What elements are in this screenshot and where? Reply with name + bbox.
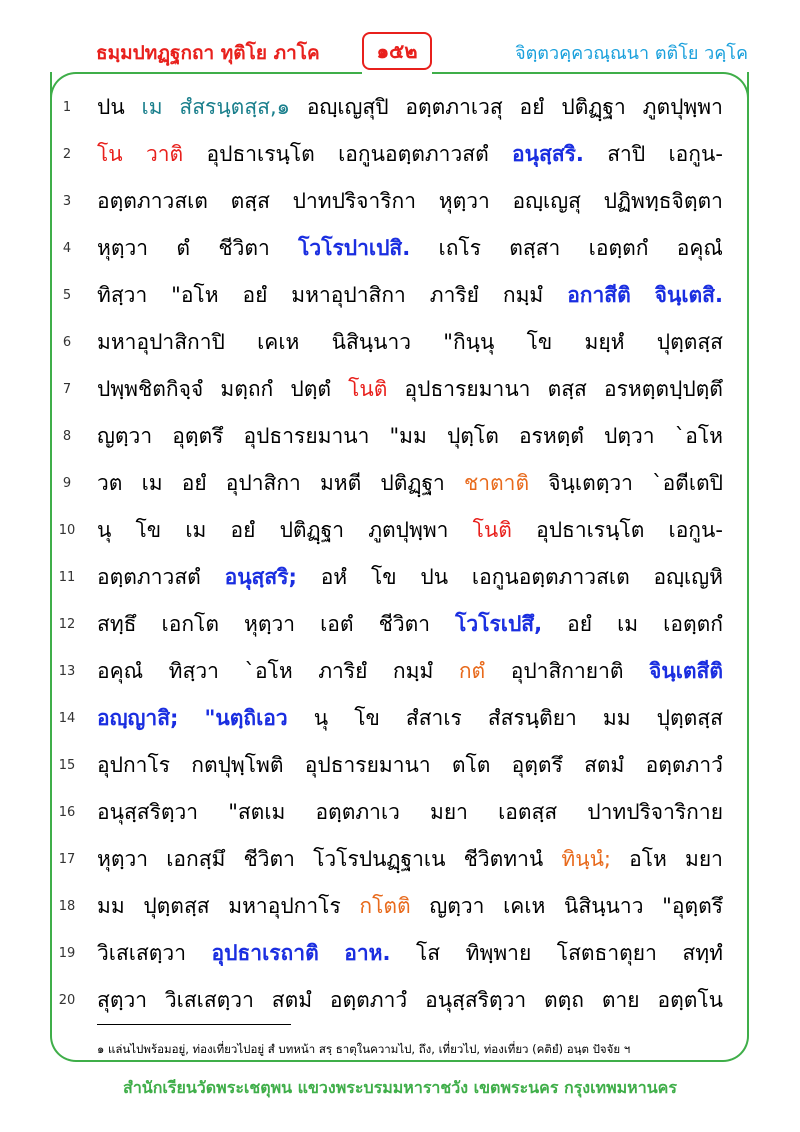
footnote: ๑ แล่นไปพร้อมอยู่, ท่องเที่ยวไปอยู่ สํ บทหน้า สรฺ ธาตุในความไป, ถึง, เที่ยวไป, ท่องเที่ยว (คติยํ) อนฺต ปัจจัย ฯ: [97, 1042, 631, 1056]
word: อนุสฺสริ.: [512, 142, 584, 166]
word: ปฏิพทฺธจิตฺตา: [603, 189, 723, 213]
word: จินฺเตสีติ: [649, 659, 723, 683]
line-text: [97, 514, 723, 547]
word: เอตฺตกํ: [663, 612, 723, 636]
word: อตฺตภาวสตํ: [97, 565, 201, 589]
word: เม: [617, 612, 639, 636]
word: "กินฺนุ: [443, 330, 495, 354]
word: ภูตปุพฺพา: [368, 518, 449, 542]
word: ปตฺตํ: [290, 377, 332, 401]
line-number: 6: [62, 335, 72, 350]
text-line: [0, 224, 800, 271]
word: `อโห: [674, 424, 723, 448]
word: มหาอุปาสิกาปิ: [97, 330, 225, 354]
word: อุปาสิกายาติ: [510, 659, 624, 683]
word: วาติ: [145, 142, 184, 166]
text-line: [0, 412, 800, 459]
word: ภูตปุพฺพา: [642, 95, 723, 119]
line-number: 13: [58, 664, 76, 679]
text-line: [0, 741, 800, 788]
word: อยํ: [242, 283, 268, 307]
word: กโตติ: [359, 894, 411, 918]
word: สตมํ: [271, 988, 313, 1012]
word: อโห: [629, 847, 667, 871]
word: อรหตฺตํ: [518, 424, 584, 448]
word: อาห.: [344, 941, 391, 965]
word: อหํ: [320, 565, 348, 589]
line-text: [97, 890, 723, 923]
line-text: [97, 937, 723, 970]
word: เม: [141, 471, 163, 495]
text-line: [0, 130, 800, 177]
word: โน: [97, 142, 123, 166]
page-number: ๑๕๒: [376, 39, 418, 63]
word: ชีวิตา: [243, 847, 295, 871]
line-number: 9: [62, 476, 72, 491]
word: ปาทปริจาริกาย: [587, 800, 723, 824]
word: หุตฺวา: [97, 236, 149, 260]
line-number: 5: [62, 288, 72, 303]
text-line: [0, 929, 800, 976]
word: อนุสฺสริตฺวา: [425, 988, 527, 1012]
line-text: [97, 843, 723, 876]
line-number: 3: [62, 194, 72, 209]
word: เม: [141, 95, 163, 119]
word: หุตฺวา: [244, 612, 296, 636]
line-text: [97, 185, 723, 218]
word: อุปธารยมานา: [404, 377, 531, 401]
word: อุปธารยมานา: [304, 753, 431, 777]
word: โข: [370, 565, 397, 589]
line-text: [97, 796, 723, 829]
word: สุตฺวา: [97, 988, 148, 1012]
line-text: [97, 984, 723, 1017]
word: ปุตฺตสฺส: [143, 894, 210, 918]
word: "มม: [389, 424, 427, 448]
word: "อโห: [171, 283, 219, 307]
word: "สตเม: [228, 800, 286, 824]
word: โข: [135, 518, 162, 542]
word: ทินฺนํ;: [561, 847, 612, 871]
word: ทิสฺวา: [168, 659, 219, 683]
text-line: [0, 318, 800, 365]
text-line: [0, 83, 800, 130]
line-text: [97, 373, 723, 406]
text-line: [0, 177, 800, 224]
word: ปุตฺตสฺส: [656, 706, 723, 730]
word: มม: [602, 706, 631, 730]
word: เอกโต: [161, 612, 219, 636]
word: อุปธาเรนฺโต: [206, 142, 315, 166]
text-line: [0, 694, 800, 741]
word: อนุสฺสริ;: [224, 565, 297, 589]
footer: สำนักเรียนวัดพระเชตุพน แขวงพระบรมมหาราชวัง เขตพระนคร กรุงเทพมหานคร: [123, 1078, 677, 1097]
word: อญฺเญสุปิ: [306, 95, 389, 119]
line-number: 19: [58, 946, 76, 961]
line-text: [97, 608, 723, 641]
word: นิสินฺนาว: [331, 330, 412, 354]
word: กตํ: [458, 659, 486, 683]
line-number: 20: [58, 993, 76, 1008]
word: ตสฺส: [230, 189, 270, 213]
word: เอตฺตกํ: [588, 236, 649, 260]
word: ภาริยํ: [429, 283, 479, 307]
text-line: [0, 271, 800, 318]
text-line: [0, 647, 800, 694]
line-number: 7: [62, 382, 72, 397]
line-number: 4: [62, 241, 72, 256]
word: อนุสฺสริตฺวา: [97, 800, 199, 824]
word: ญตฺวา: [429, 894, 485, 918]
page-number-box: [362, 32, 432, 70]
line-text: [97, 232, 723, 265]
word: เอกูนอตฺตภาวสเต: [471, 565, 630, 589]
line-text: [97, 91, 723, 124]
line-number: 12: [58, 617, 76, 632]
word: สาปิ: [607, 142, 646, 166]
line-text: [97, 749, 723, 782]
line-text: [97, 138, 723, 171]
word: ตตฺถ: [544, 988, 585, 1012]
line-number: 8: [62, 429, 72, 444]
word: ปพฺพชิตกิจฺจํ: [97, 377, 204, 401]
text-line: [0, 882, 800, 929]
word: สํสรนฺตสฺส,๑: [179, 95, 290, 119]
line-number: 14: [58, 711, 76, 726]
word: กมฺมํ: [502, 283, 544, 307]
word: อุปธาเรถาติ: [211, 941, 319, 965]
line-text: [97, 279, 723, 312]
word: อคุณํ: [676, 236, 723, 260]
line-number: 10: [58, 523, 76, 538]
word: อตฺตภาวสเต: [97, 189, 208, 213]
line-number: 11: [58, 570, 76, 585]
word: โข: [526, 330, 553, 354]
word: ทิพฺพาย: [465, 941, 532, 965]
word: สตมํ: [584, 753, 625, 777]
header-left-title: ธมฺมปทฏฺฐกถา ทุติโย ภาโค: [96, 42, 320, 64]
word: ชาตาติ: [463, 471, 530, 495]
word: กตปุพฺโพติ: [191, 753, 284, 777]
word: ปุตฺตสฺส: [656, 330, 723, 354]
word: ตาย: [601, 988, 640, 1012]
word: อตฺตโน: [657, 988, 723, 1012]
word: มยา: [430, 800, 468, 824]
word: ปติฏฺฐา: [380, 471, 445, 495]
word: กมฺมํ: [392, 659, 434, 683]
word: โวโรเปสึ,: [455, 612, 543, 636]
word: อยํ: [181, 471, 207, 495]
word: ทิสฺวา: [97, 283, 148, 307]
word: อุตฺตรึ: [511, 753, 563, 777]
word: เอตํ: [320, 612, 354, 636]
text-line: [0, 976, 800, 1023]
word: อตฺตภาเว: [315, 800, 400, 824]
word: อุปาสิกา: [225, 471, 301, 495]
word: เอกสฺมึ: [166, 847, 226, 871]
word: มหตี: [319, 471, 362, 495]
word: หุตฺวา: [97, 847, 149, 871]
line-number: 2: [62, 147, 72, 162]
word: จินฺเตสิ.: [654, 283, 723, 307]
word: ตสฺสา: [509, 236, 561, 260]
word: อยํ: [519, 95, 545, 119]
word: อตฺตภาวํ: [329, 988, 408, 1012]
word: อคุณํ: [97, 659, 144, 683]
line-text: [97, 702, 723, 735]
word: วิเสเสตฺวา: [164, 988, 254, 1012]
word: อยํ: [567, 612, 593, 636]
line-text: [97, 420, 723, 453]
line-text: [97, 561, 723, 594]
word: สทฺธึ: [97, 612, 137, 636]
word: `อตีเตปิ: [652, 471, 723, 495]
text-line: [0, 553, 800, 600]
word: อุปธารยมานา: [243, 424, 370, 448]
word: อุปธาเรนฺโต: [536, 518, 645, 542]
word: ชีวิตทานํ: [463, 847, 544, 871]
line-number: 17: [58, 852, 76, 867]
word: มม: [97, 894, 125, 918]
word: `อโห: [244, 659, 293, 683]
line-number: 18: [58, 899, 76, 914]
word: อุตฺตรึ: [172, 424, 224, 448]
line-text: [97, 467, 723, 500]
word: โสตธาตุยา: [556, 941, 657, 965]
word: มยา: [685, 847, 723, 871]
word: เม: [185, 518, 207, 542]
word: หุตฺวา: [438, 189, 490, 213]
word: อกาสีติ: [567, 283, 631, 307]
word: เอกูนอตฺตภาวสตํ: [338, 142, 489, 166]
word: อุปกาโร: [97, 753, 171, 777]
word: อตฺตภาวํ: [645, 753, 723, 777]
text-line: [0, 365, 800, 412]
line-text: [97, 655, 723, 688]
word: โนติ: [348, 377, 388, 401]
word: อตฺตภาเวสุ: [405, 95, 503, 119]
word: "นตฺถิเอว: [204, 706, 288, 730]
word: วิเสเสตฺวา: [97, 941, 187, 965]
word: อรหตฺตปฺปตฺตึ: [604, 377, 723, 401]
header-right-title: จิตฺตวคฺควณฺณนา ตติโย วคฺโค: [515, 43, 748, 64]
word: มยฺหํ: [584, 330, 625, 354]
text-body: [0, 83, 800, 1023]
word: อญฺญาสิ;: [97, 706, 179, 730]
line-text: [97, 326, 723, 359]
word: สทฺทํ: [682, 941, 723, 965]
word: ตโต: [451, 753, 491, 777]
word: อยํ: [230, 518, 256, 542]
word: เคเห: [257, 330, 300, 354]
word: ปตฺวา: [604, 424, 655, 448]
word: ภาริยํ: [318, 659, 368, 683]
word: ตํ: [176, 236, 191, 260]
text-line: [0, 459, 800, 506]
word: เอกูน-: [668, 142, 723, 166]
word: ปน: [420, 565, 449, 589]
word: "อุตฺตรึ: [662, 894, 723, 918]
word: เถโร: [438, 236, 481, 260]
word: ปน: [97, 95, 125, 119]
word: ปติฏฺฐา: [561, 95, 626, 119]
footnote-divider: [97, 1024, 291, 1025]
word: มหาอุปกาโร: [228, 894, 341, 918]
word: เคเห: [503, 894, 546, 918]
word: โส: [416, 941, 441, 965]
word: สํสาเร: [405, 706, 462, 730]
line-number: 16: [58, 805, 76, 820]
word: โวโรปาเปสิ.: [298, 236, 411, 260]
word: สํสรนฺติยา: [487, 706, 577, 730]
word: อญฺเญสุ: [512, 189, 581, 213]
word: นุ: [97, 518, 112, 542]
word: อญฺเญหิ: [653, 565, 723, 589]
line-number: 15: [58, 758, 76, 773]
word: มหาอุปาสิกา: [291, 283, 406, 307]
word: เอกูน-: [668, 518, 723, 542]
word: ปติฏฺฐา: [279, 518, 345, 542]
word: ญตฺวา: [97, 424, 153, 448]
word: โนติ: [472, 518, 512, 542]
word: ปุตฺโต: [446, 424, 499, 448]
text-line: [0, 788, 800, 835]
text-line: [0, 600, 800, 647]
word: ชีวิตา: [378, 612, 431, 636]
word: นุ: [313, 706, 329, 730]
word: นิสินฺนาว: [564, 894, 644, 918]
word: โข: [354, 706, 380, 730]
word: ตสฺส: [547, 377, 587, 401]
word: วต: [97, 471, 123, 495]
word: ชีวิตา: [218, 236, 270, 260]
line-number: 1: [62, 100, 72, 115]
text-line: [0, 506, 800, 553]
text-line: [0, 835, 800, 882]
word: มตฺถกํ: [220, 377, 274, 401]
word: โวโรปนฏฺฐาเน: [313, 847, 446, 871]
word: ปาทปริจาริกา: [292, 189, 417, 213]
word: จินฺเตตฺวา: [548, 471, 633, 495]
word: เอตสฺส: [498, 800, 558, 824]
